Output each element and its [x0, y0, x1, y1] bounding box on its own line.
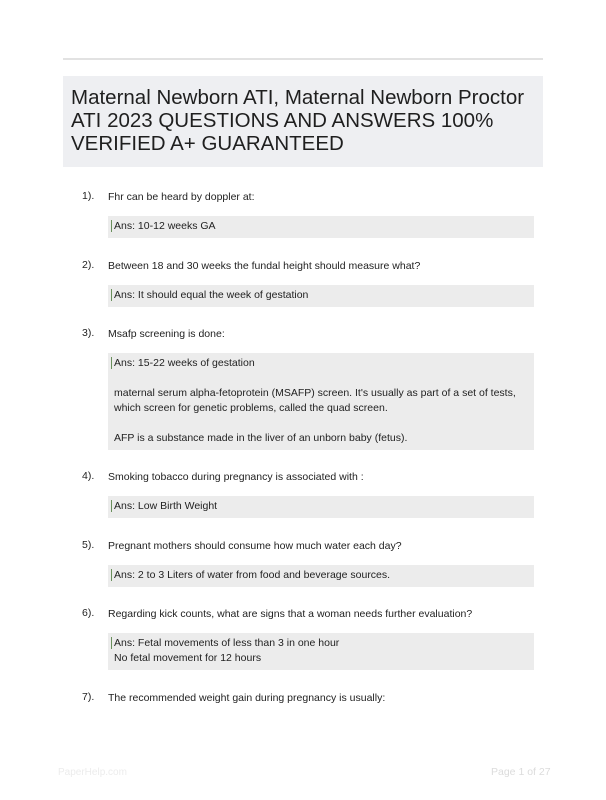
question-number: 1). — [82, 190, 95, 202]
question-number: 3). — [82, 327, 95, 339]
answer-box — [108, 565, 534, 587]
answer-box — [108, 353, 534, 450]
answer-line: Ans: 10-12 weeks GA — [114, 220, 216, 232]
answer-box — [108, 633, 534, 670]
question-number: 2). — [82, 259, 95, 271]
question-text: The recommended weight gain during pregnancy is usually: — [108, 692, 386, 704]
title-banner — [63, 76, 543, 167]
question-text: Fhr can be heard by doppler at: — [108, 191, 255, 203]
answer-line: No fetal movement for 12 hours — [114, 652, 262, 664]
answer-line: Ans: Low Birth Weight — [114, 500, 218, 512]
answer-line: AFP is a substance made in the liver of an unborn baby (fetus). — [114, 432, 408, 444]
footer-watermark: PaperHelp.com — [58, 767, 127, 778]
document-title: Maternal Newborn ATI, Maternal Newborn Proctor ATI 2023 QUESTIONS AND ANSWERS 100% VERIFIED A+ GUARANTEED — [71, 86, 525, 155]
answer-box — [108, 216, 534, 238]
question-text: Regarding kick counts, what are signs that a woman needs further evaluation? — [108, 608, 473, 620]
question-number: 7). — [82, 691, 95, 703]
answer-line: Ans: 15-22 weeks of gestation — [114, 357, 255, 369]
answer-line: Ans: 2 to 3 Liters of water from food and beverage sources. — [114, 569, 391, 581]
answer-line: Ans: It should equal the week of gestation — [114, 289, 309, 301]
question-number: 4). — [82, 470, 95, 482]
question-number: 5). — [82, 539, 95, 551]
answer-line: Ans: Fetal movements of less than 3 in one hour — [114, 637, 340, 649]
top-divider — [63, 58, 543, 60]
page-indicator: Page 1 of 27 — [491, 766, 551, 778]
question-text: Pregnant mothers should consume how much water each day? — [108, 540, 402, 552]
question-text: Smoking tobacco during pregnancy is associated with : — [108, 471, 364, 483]
question-number: 6). — [82, 607, 95, 619]
question-text: Between 18 and 30 weeks the fundal height should measure what? — [108, 260, 421, 272]
answer-line: maternal serum alpha-fetoprotein (MSAFP) screen. It's usually as part of a set of tests, which screen for genetic problems, called the quad screen. — [114, 387, 516, 414]
question-text: Msafp screening is done: — [108, 328, 225, 340]
answer-box — [108, 285, 534, 307]
answer-box — [108, 496, 534, 518]
